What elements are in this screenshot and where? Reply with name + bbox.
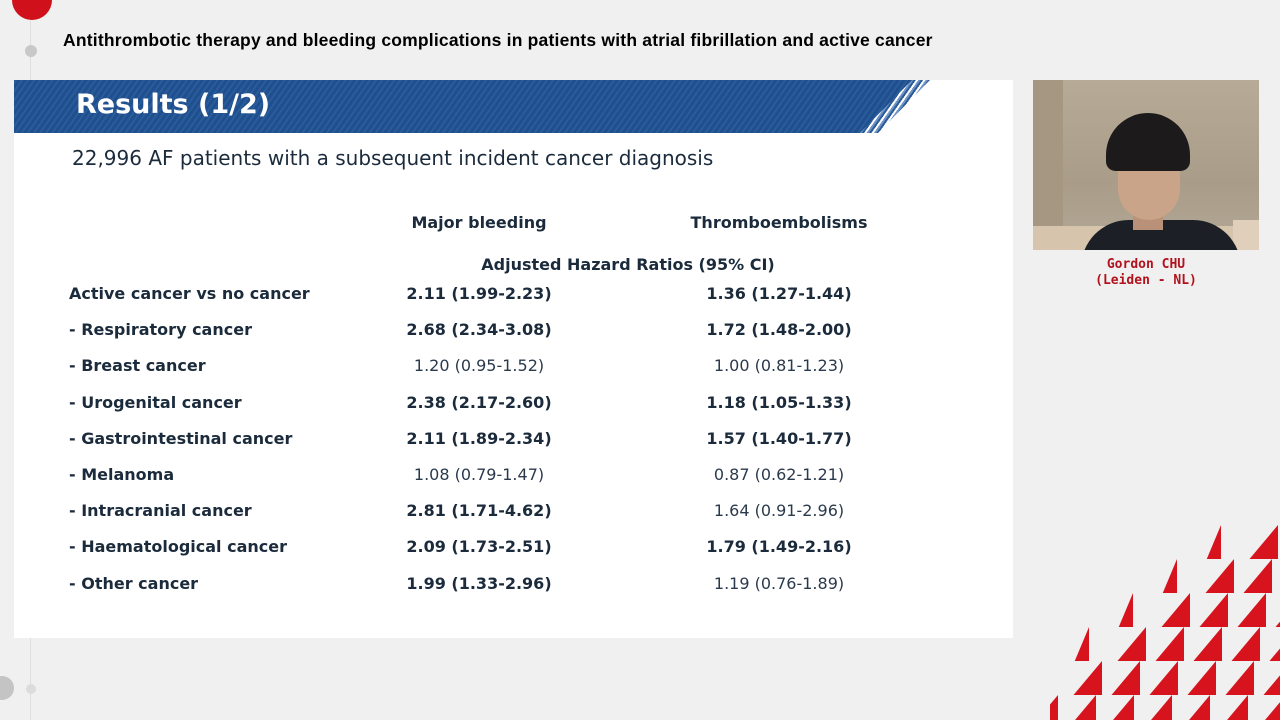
major-bleeding-value: 1.99 (1.33-2.96) <box>406 573 552 593</box>
row-label: - Haematological cancer <box>69 537 288 557</box>
decorative-triangle <box>1276 593 1280 627</box>
major-bleeding-value: 2.68 (2.34-3.08) <box>406 320 552 340</box>
decorative-triangle <box>1250 525 1279 559</box>
timeline-dot-large[interactable] <box>0 676 14 700</box>
decorative-triangle <box>1118 627 1147 661</box>
major-bleeding-value: 1.08 (0.79-1.47) <box>413 465 545 484</box>
column-header-thromboembolisms: Thromboembolisms <box>690 213 868 232</box>
decorative-triangle <box>1188 661 1217 695</box>
row-label: - Gastrointestinal cancer <box>69 428 293 448</box>
table-row <box>14 393 1013 429</box>
row-label: - Respiratory cancer <box>69 320 252 340</box>
conference-title: Antithrombotic therapy and bleeding complications in patients with atrial fibrillation and active cancer <box>63 30 933 50</box>
decorative-triangle <box>1270 627 1280 661</box>
row-label: - Breast cancer <box>69 356 206 376</box>
decorative-triangle <box>1238 593 1267 627</box>
slide-subtitle: 22,996 AF patients with a subsequent incident cancer diagnosis <box>72 146 714 170</box>
thromboembolisms-value: 1.18 (1.05-1.33) <box>706 392 852 412</box>
table-row <box>14 320 1013 356</box>
decorative-triangle <box>1106 695 1135 720</box>
table-row <box>14 574 1013 610</box>
decorative-triangle <box>1163 559 1177 593</box>
decorative-triangle <box>1232 627 1261 661</box>
row-label: - Other cancer <box>69 573 199 593</box>
video-couch-arm <box>1233 220 1259 250</box>
decorative-triangle <box>1162 593 1191 627</box>
decorative-triangle <box>1200 593 1229 627</box>
decorative-triangle <box>1182 695 1211 720</box>
timeline-dot-small[interactable] <box>26 684 36 694</box>
decorative-triangle <box>1150 661 1179 695</box>
speaker-hair <box>1106 113 1190 171</box>
table-row <box>14 537 1013 573</box>
decorative-triangle <box>1244 559 1273 593</box>
decorative-triangle <box>1207 525 1221 559</box>
column-header-major-bleeding: Major bleeding <box>411 213 547 232</box>
major-bleeding-value: 1.20 (0.95-1.52) <box>413 356 545 376</box>
decorative-triangle <box>1226 661 1255 695</box>
decorative-triangle <box>1075 627 1089 661</box>
major-bleeding-value: 2.11 (1.89-2.34) <box>406 428 552 448</box>
table-row <box>14 356 1013 392</box>
thromboembolisms-value: 1.72 (1.48-2.00) <box>706 320 852 340</box>
thromboembolisms-value: 1.19 (0.76-1.89) <box>713 573 845 593</box>
row-label: - Urogenital cancer <box>69 392 242 412</box>
decorative-triangle <box>1144 695 1173 720</box>
table-row <box>14 501 1013 537</box>
thromboembolisms-value: 1.79 (1.49-2.16) <box>706 537 852 557</box>
decorative-triangle <box>1206 559 1235 593</box>
decorative-triangle <box>1258 695 1280 720</box>
decorative-triangle <box>1156 627 1185 661</box>
video-background <box>1033 80 1063 250</box>
speaker-caption <box>1033 257 1259 289</box>
decorative-triangle <box>1074 661 1103 695</box>
decorative-triangle <box>1220 695 1249 720</box>
major-bleeding-value: 2.11 (1.99-2.23) <box>406 284 552 303</box>
timeline-current-dot[interactable] <box>12 0 52 20</box>
table-row <box>14 465 1013 501</box>
thromboembolisms-value: 1.64 (0.91-2.96) <box>713 501 845 521</box>
major-bleeding-value: 2.38 (2.17-2.60) <box>406 392 552 412</box>
presentation-slide <box>14 80 1013 638</box>
metric-header: Adjusted Hazard Ratios (95% CI) <box>481 255 775 274</box>
thromboembolisms-value: 1.36 (1.27-1.44) <box>706 284 852 303</box>
decorative-triangle <box>1264 661 1280 695</box>
decorative-triangle <box>1194 627 1223 661</box>
row-label: Active cancer vs no cancer <box>69 284 310 303</box>
row-label: - Melanoma <box>69 465 175 484</box>
slide-title: Results (1/2) <box>76 89 271 120</box>
major-bleeding-value: 2.81 (1.71-4.62) <box>406 501 552 521</box>
decorative-triangle <box>1112 661 1141 695</box>
table-row <box>14 429 1013 465</box>
major-bleeding-value: 2.09 (1.73-2.51) <box>406 537 552 557</box>
row-label: - Intracranial cancer <box>69 501 252 521</box>
speaker-video <box>1033 80 1259 250</box>
decorative-triangle <box>1050 695 1058 720</box>
timeline-dot[interactable] <box>25 45 37 57</box>
speaker-name: Gordon CHU <box>1106 257 1186 272</box>
decorative-triangle <box>1119 593 1133 627</box>
table-row <box>14 284 1013 320</box>
decorative-triangle <box>1068 695 1097 720</box>
thromboembolisms-value: 1.00 (0.81-1.23) <box>713 356 845 376</box>
decorative-triangles-icon <box>1050 525 1280 720</box>
speaker-affiliation: (Leiden - NL) <box>1095 273 1197 288</box>
thromboembolisms-value: 0.87 (0.62-1.21) <box>713 465 845 484</box>
thromboembolisms-value: 1.57 (1.40-1.77) <box>706 428 852 448</box>
